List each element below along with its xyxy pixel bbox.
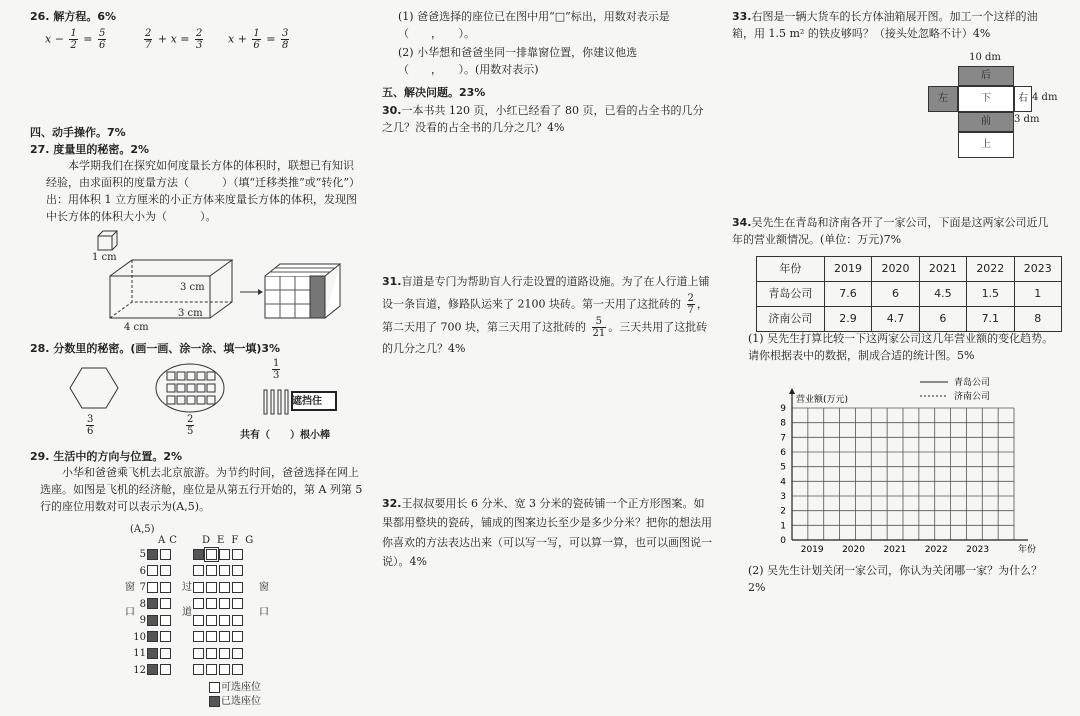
aisle-label: 过道 xyxy=(182,582,192,618)
seat[interactable] xyxy=(160,631,171,642)
table-row: 济南公司 2.9 4.7 6 7.1 8 xyxy=(757,307,1062,332)
seat[interactable] xyxy=(219,615,230,626)
column-middle xyxy=(382,0,712,716)
seat[interactable] xyxy=(147,631,158,642)
fraction-ellipse: $\frac{2}{5}$ xyxy=(187,414,194,437)
seat[interactable] xyxy=(147,565,158,576)
seat-row xyxy=(130,628,244,645)
q27-text: 本学期我们在探究如何度量长方体的体积时，联想已有知识经验，由求面积的度量方法（ ）（填“迁移类推”或“转化”）出：用体积 1 立方厘米的小正方体来度量长方体的体积，发现图中长方体的体积大小为（ ）。 xyxy=(46,159,360,224)
y-tick-label: 0 xyxy=(780,536,786,546)
seat-columns-right: DEFG xyxy=(202,535,261,546)
q34: 34.吴先生在青岛和济南各开了一家公司，下面是这两家公司近几年的营业额情况。(单位：万元)7% xyxy=(732,216,1049,247)
seat[interactable] xyxy=(160,549,171,560)
q27-title: 27. 度量里的秘密。2% xyxy=(30,143,149,156)
seat[interactable] xyxy=(193,582,204,593)
y-tick-label: 5 xyxy=(780,462,786,473)
x-tick-label: 2023 xyxy=(966,545,990,555)
section-4-title: 四、动手操作。7% xyxy=(30,126,126,139)
top-fraction: $\frac{1}{3}$ xyxy=(273,358,280,381)
q31: 31.盲道是专门为帮助盲人行走设置的道路设施。为了在人行道上铺设一条盲道，修路队运来了 2100 块砖。第一天用了这批砖的 $\frac{2}{7}$ ，第二天用了 700 块，第三天用了这批砖的 $\frac{5}{21}$ 。三天共用了这批砖的几分之几？4% xyxy=(382,275,710,355)
equation-2: $\frac{2}{7}$ + x = $\frac{2}{3}$ xyxy=(145,28,203,51)
unit-cube xyxy=(98,231,117,250)
seat[interactable] xyxy=(147,664,158,675)
cover-label: 遮挡住 xyxy=(292,396,322,407)
seat-row-label: 5 xyxy=(139,549,146,560)
stick-total: 共有（ ）根小棒 xyxy=(240,430,330,441)
square-grid xyxy=(167,372,215,404)
seat[interactable] xyxy=(232,549,243,560)
cuboid xyxy=(110,260,232,318)
face-right: 右 xyxy=(1014,86,1032,112)
y-tick-label: 9 xyxy=(780,404,786,414)
front-dim-label: 3 dm xyxy=(1014,114,1040,125)
seat[interactable] xyxy=(193,549,204,560)
fraction-figure xyxy=(68,360,338,420)
seat[interactable] xyxy=(206,549,217,560)
seat[interactable] xyxy=(193,664,204,675)
q32: 32.王叔叔要用长 6 分米、宽 3 分米的瓷砖铺一个正方形图案。如果都用整块的瓷砖，铺成的图案边长至少是多少分米？把你的想法用你喜欢的方法表达出来（可以写一写，可以算一算，也可以画图说一说）。4% xyxy=(382,497,712,568)
seat[interactable] xyxy=(219,631,230,642)
seat-row xyxy=(130,545,244,562)
seat[interactable] xyxy=(206,582,217,593)
seat[interactable] xyxy=(219,664,230,675)
legend-taken: 已选座位 xyxy=(208,694,261,710)
seat-row-label: 12 xyxy=(133,664,146,676)
seat[interactable] xyxy=(193,598,204,609)
seat[interactable] xyxy=(232,648,243,659)
seat[interactable] xyxy=(147,598,158,609)
seat[interactable] xyxy=(147,582,158,593)
seat-row xyxy=(130,661,244,678)
equation-3: x + $\frac{1}{6}$ = $\frac{3}{8}$ xyxy=(228,28,289,51)
revenue-table xyxy=(756,256,1062,332)
seat[interactable] xyxy=(219,565,230,576)
y-axis-arrow xyxy=(789,388,795,394)
hexagon xyxy=(70,368,118,408)
face-top: 上 xyxy=(958,132,1014,158)
seat[interactable] xyxy=(147,549,158,560)
seat[interactable] xyxy=(219,582,230,593)
column-left xyxy=(30,0,370,716)
seat-row-label: 7 xyxy=(139,582,146,593)
height-label: 3 cm xyxy=(180,282,205,293)
top-dim-label: 10 dm xyxy=(958,50,1012,67)
filled-cubes xyxy=(265,264,340,318)
revenue-chart xyxy=(750,370,1050,560)
table-header-row: 年份 2019 2020 2021 2022 2023 xyxy=(757,257,1062,282)
seat[interactable] xyxy=(232,598,243,609)
y-tick-label: 3 xyxy=(780,492,786,502)
seat-columns-left: AC xyxy=(158,535,181,546)
y-tick-label: 7 xyxy=(780,433,786,444)
x-tick-label: 2021 xyxy=(883,545,907,555)
face-bottom: 下 xyxy=(958,86,1014,112)
y-tick-label: 4 xyxy=(780,477,786,488)
ellipse xyxy=(156,364,224,412)
q34-sub2: (2) 吴先生计划关闭一家公司，你认为关闭哪一家？为什么？2% xyxy=(748,564,1043,595)
column-right xyxy=(732,0,1062,716)
q29-sub1: (1) 爸爸选择的座位已在图中用“□”标出，用数对表示是（ ， ）。 xyxy=(398,10,670,41)
y-tick-label: 8 xyxy=(780,418,786,429)
seat[interactable] xyxy=(232,631,243,642)
unit-cube-label: 1 cm xyxy=(92,252,117,263)
seat[interactable] xyxy=(232,565,243,576)
tank-net xyxy=(928,50,1058,160)
y-axis-label: 营业额(万元) xyxy=(796,395,849,405)
seat-row-label: 10 xyxy=(133,631,146,643)
legend-free: 可选座位 xyxy=(208,680,261,696)
seat[interactable] xyxy=(160,648,171,659)
seat[interactable] xyxy=(147,615,158,626)
q29-text: 小华和爸爸乘飞机去北京旅游。为节约时间，爸爸选择在网上选座。如图是飞机的经济舱，座位是从第五行开始的，第 A 列第 5 行的座位用数对可以表示为(A,5)。 xyxy=(40,466,363,514)
q34-sub1: (1) 吴先生打算比较一下这两家公司这几年营业额的变化趋势。请你根据表中的数据，制成合适的统计图。5% xyxy=(748,332,1054,363)
seat[interactable] xyxy=(193,565,204,576)
seat[interactable] xyxy=(160,615,171,626)
q26-title: 26. 解方程。6% xyxy=(30,10,116,23)
sticks xyxy=(264,390,288,414)
q28-title: 28. 分数里的秘密。(画一画、涂一涂、填一填)3% xyxy=(30,342,281,355)
seat[interactable] xyxy=(206,615,217,626)
seat[interactable] xyxy=(160,598,171,609)
x-tick-label: 2019 xyxy=(800,545,824,555)
legend-label: 济南公司 xyxy=(954,392,991,402)
depth-label: 3 cm xyxy=(178,308,203,319)
q29-sub2: (2) 小华想和爸爸坐同一排靠窗位置，你建议他选（ ， ）。(用数对表示) xyxy=(398,46,638,77)
seat[interactable] xyxy=(193,648,204,659)
x-tick-label: 2020 xyxy=(842,545,865,555)
section-5-title: 五、解决问题。23% xyxy=(382,86,486,99)
window-left-label: 窗口 xyxy=(125,582,135,618)
seat-row-label: 6 xyxy=(139,565,146,577)
legend-label: 青岛公司 xyxy=(954,378,991,388)
seat[interactable] xyxy=(160,565,171,576)
seat[interactable] xyxy=(206,648,217,659)
seat[interactable] xyxy=(193,615,204,626)
q29-title: 29. 生活中的方向与位置。2% xyxy=(30,450,182,463)
fraction-hexagon: $\frac{3}{6}$ xyxy=(87,414,94,437)
window-right-label: 窗口 xyxy=(259,582,269,618)
x-tick-label: 2022 xyxy=(924,545,948,555)
face-front: 前 xyxy=(958,112,1014,132)
table-row: 青岛公司 7.6 6 4.5 1.5 1 xyxy=(757,282,1062,307)
seat[interactable] xyxy=(219,598,230,609)
seat-row-label: 11 xyxy=(133,648,146,659)
face-back: 后 xyxy=(958,66,1014,86)
width-label: 4 cm xyxy=(124,322,149,333)
seat[interactable] xyxy=(160,582,171,593)
seat-row xyxy=(130,644,244,661)
equation-1: x − $\frac{1}{2}$ = $\frac{5}{6}$ xyxy=(45,28,106,51)
seat[interactable] xyxy=(206,598,217,609)
x-axis-label: 年份 xyxy=(1018,545,1037,555)
seat[interactable] xyxy=(232,582,243,593)
side-dim-label: 4 dm xyxy=(1032,92,1058,103)
q33: 33.右图是一辆大货车的长方体油箱展开图。加工一个这样的油箱，用 1.5 m² 的铁皮够吗？（接头处忽略不计）4% xyxy=(732,10,1038,41)
seat-row-label: 9 xyxy=(139,615,146,626)
q30: 30.一本书共 120 页，小红已经看了 80 页，已看的占全书的几分之几？没看的占全书的几分之几？4% xyxy=(382,104,704,135)
seat[interactable] xyxy=(232,615,243,626)
seat[interactable] xyxy=(160,664,171,675)
face-left: 左 xyxy=(928,86,958,112)
seat[interactable] xyxy=(206,631,217,642)
seat[interactable] xyxy=(219,648,230,659)
seat-row-label: 8 xyxy=(139,598,146,610)
y-tick-label: 1 xyxy=(780,521,786,532)
coord-label: (A,5) xyxy=(130,524,155,535)
seat[interactable] xyxy=(206,565,217,576)
seat[interactable] xyxy=(206,664,217,675)
seat[interactable] xyxy=(193,631,204,642)
seat[interactable] xyxy=(147,648,158,659)
y-tick-label: 2 xyxy=(780,506,786,517)
y-tick-label: 6 xyxy=(780,448,786,458)
seat[interactable] xyxy=(219,549,230,560)
seat[interactable] xyxy=(232,664,243,675)
